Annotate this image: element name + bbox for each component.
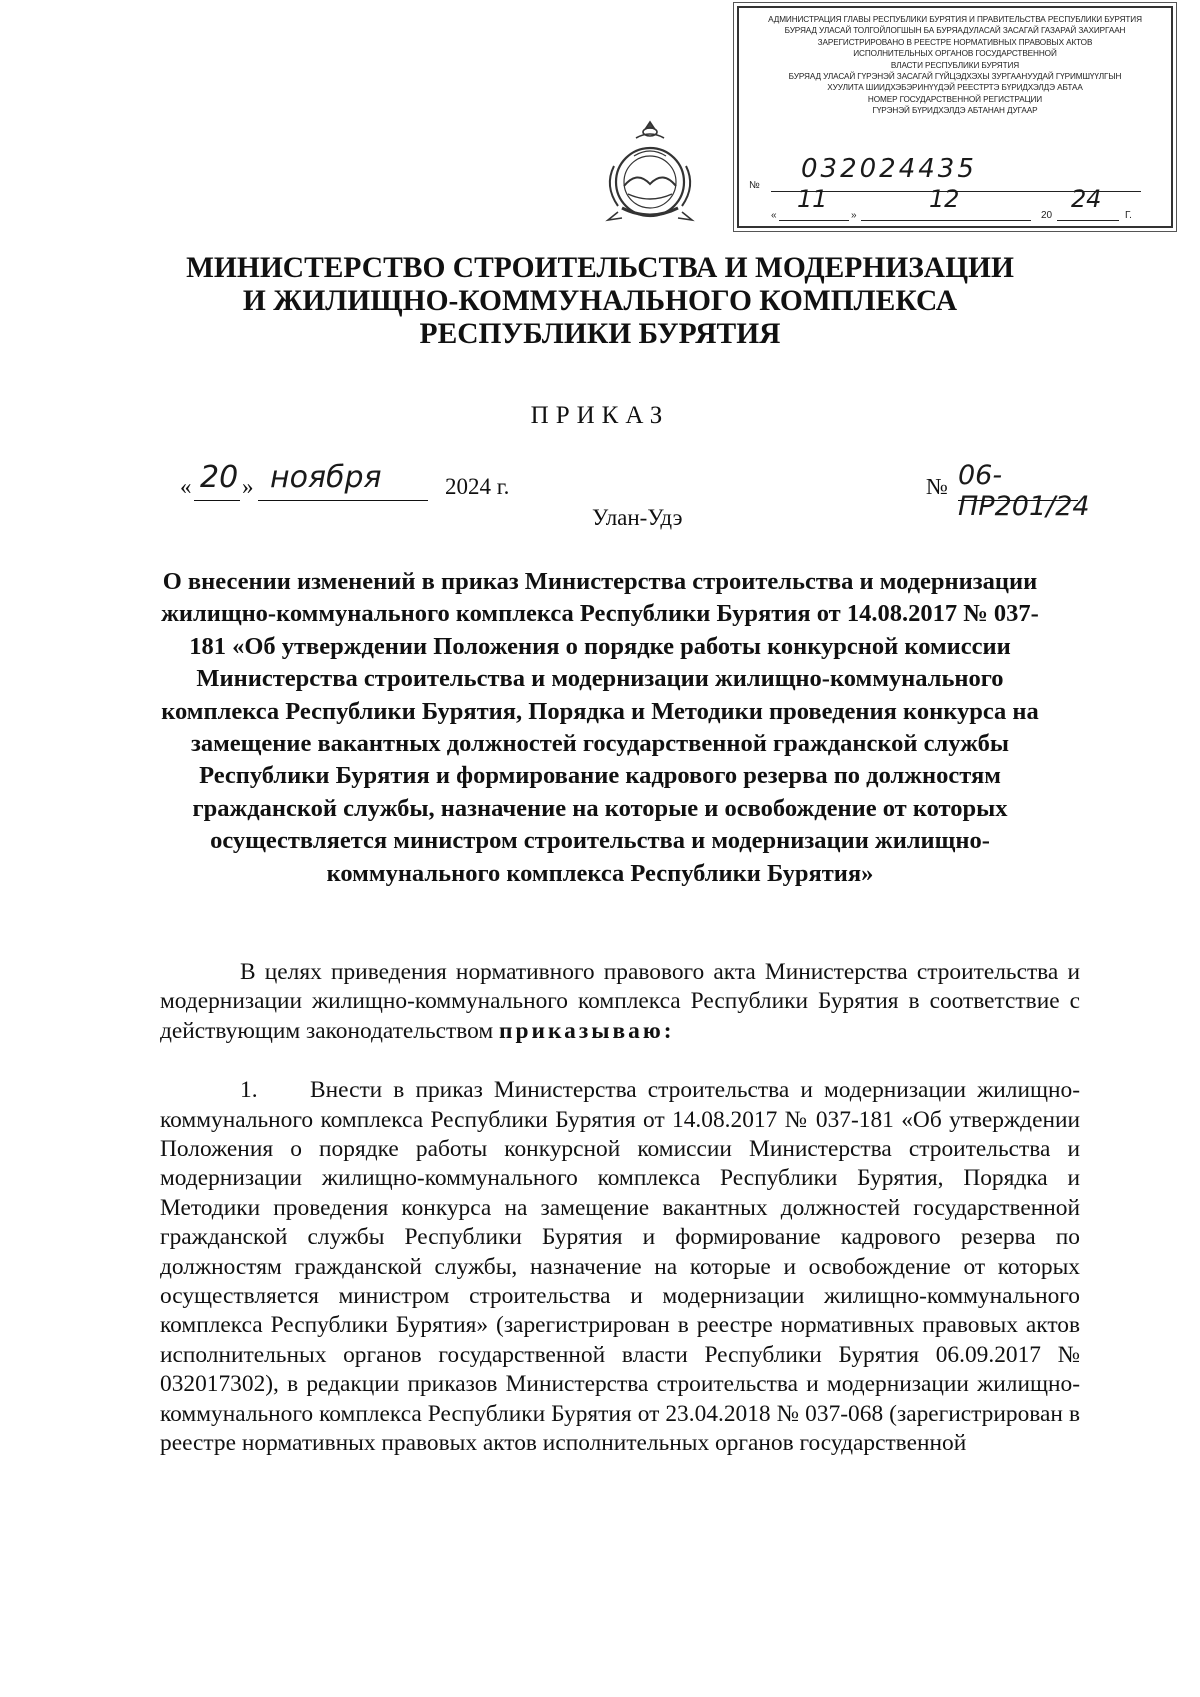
registration-stamp (737, 6, 1173, 228)
document-type: ПРИКАЗ (530, 402, 670, 429)
item-1-text: Внести в приказ Министерства строительства и модернизации жилищно-коммунального комплекса Республики Бурятия от 14.08.2017 № 037-181 «Об утверждении Положения о порядке работы конкурсной комиссии Министерства строительства и модернизации жилищно-коммунального комплекса Республики Бурятия, Порядка и Методики проведения конкурса на замещение вакантных должностей государственной гражданской службы Республики Бурятия и формирование кадрового резерва по должностям гражданской службы, назначение на которые и освобождение от которых осуществляется министром строительства и модернизации жилищно-коммунального комплекса Республики Бурятия» (зарегистрирован в реестре нормативных правовых актов исполнительных органов государственной власти Республики Бурятия 06.09.2017 № 032017302), в редакции приказов Министерства строительства и модернизации жилищно-коммунального комплекса Республики Бурятия от 23.04.2018 № 037-068 (зарегистрирован в реестре нормативных правовых актов исполнительных органов государственной (160, 1077, 1080, 1457)
stamp-line: БУРЯАД УЛАСАЙ ТОЛГОЙЛОГШЫН БА БУРЯАДУЛАСАЙ ЗАСАГАЙ ГАЗАРАЙ ЗАХИРГААН (784, 26, 1126, 36)
order-number-sign: № (926, 474, 948, 499)
preamble-emphasis: приказываю: (499, 1017, 675, 1044)
stamp-line: ГҮРЭНЭЙ БҮРИДХЭЛДЭ АБТАНАН ДУГААР (872, 106, 1038, 116)
stamp-date-year: 24 (1071, 185, 1102, 213)
ministry-line: МИНИСТЕРСТВО СТРОИТЕЛЬСТВА И МОДЕРНИЗАЦИИ (186, 252, 1014, 284)
stamp-line: ВЛАСТИ РЕСПУБЛИКИ БУРЯТИЯ (890, 60, 1020, 70)
stamp-line: ЗАРЕГИСТРИРОВАНО В РЕЕСТРЕ НОРМАТИВНЫХ ПРАВОВЫХ АКТОВ (817, 37, 1093, 47)
document-body (160, 958, 1080, 1459)
order-city: Улан-Удэ (592, 505, 683, 530)
ministry-line: РЕСПУБЛИКИ БУРЯТИЯ (419, 318, 781, 350)
stamp-number-label: № (749, 180, 760, 191)
stamp-date-day: 11 (797, 185, 828, 213)
ministry-line: И ЖИЛИЩНО-КОММУНАЛЬНОГО КОМПЛЕКСА (242, 285, 958, 317)
stamp-date-month: 12 (929, 185, 960, 213)
ministry-header (150, 252, 1050, 351)
stamp-year-prefix: 20 (1041, 210, 1052, 221)
item-1-paragraph (160, 1076, 1080, 1458)
stamp-line: НОМЕР ГОСУДАРСТВЕННОЙ РЕГИСТРАЦИИ (867, 94, 1043, 104)
stamp-line: ИСПОЛНИТЕЛЬНЫХ ОРГАНОВ ГОСУДАРСТВЕННОЙ (853, 49, 1057, 59)
stamp-reg-number: 032024435 (801, 154, 977, 184)
order-day: 20 (200, 460, 239, 495)
order-date-line: « 20 » ноября 2024 г. № 06-ПР201/24 (180, 460, 1090, 522)
stamp-line: БУРЯАД УЛАСАЙ ГҮРЭНЭЙ ЗАСАГАЙ ГҮЙЦЭДХЭХЫ ЗУРГААНУУДАЙ ГҮРИМШҮҮЛГЫН (788, 72, 1122, 82)
stamp-year-suffix: Г. (1125, 210, 1132, 221)
order-number: 06-ПР201/24 (958, 460, 1090, 522)
order-month: ноября (270, 460, 382, 495)
stamp-line: ХУУЛИТА ШИИДХЭБЭРИНҮҮДЭЙ РЕЕСТРТЭ БҮРИДХЭЛДЭ АБТАА (827, 83, 1083, 93)
document-title: О внесении изменений в приказ Министерства строительства и модернизации жилищно-коммунального комплекса Республики Бурятия от 14.08.2017 № 037-181 «Об утверждении Положения о порядке работы конкурсной комиссии Министерства строительства и модернизации жилищно-коммунального комплекса Республики Бурятия, Порядка и Методики проведения конкурса на замещение вакантных должностей государственной гражданской службы Республики Бурятия и формирование кадрового резерва по должностям гражданской службы, назначение на которые и освобождение от которых осуществляется министром строительства и модернизации жилищно-коммунального комплекса Республики Бурятия» (161, 568, 1039, 887)
coat-of-arms-icon (598, 116, 702, 234)
item-1-number: 1. (240, 1077, 258, 1104)
preamble-paragraph: В целях приведения нормативного правового акта Министерства строительства и модернизации жилищно-коммунального комплекса Республики Бурятия в соответствие с действующим законодательством приказываю: (160, 959, 1080, 1044)
order-year: 2024 г. (445, 474, 510, 499)
stamp-line: АДМИНИСТРАЦИЯ ГЛАВЫ РЕСПУБЛИКИ БУРЯТИЯ И ПРАВИТЕЛЬСТВА РЕСПУБЛИКИ БУРЯТИЯ (768, 15, 1142, 24)
stamp-date-row: « 11 » 12 20 24 Г. (771, 185, 1132, 221)
